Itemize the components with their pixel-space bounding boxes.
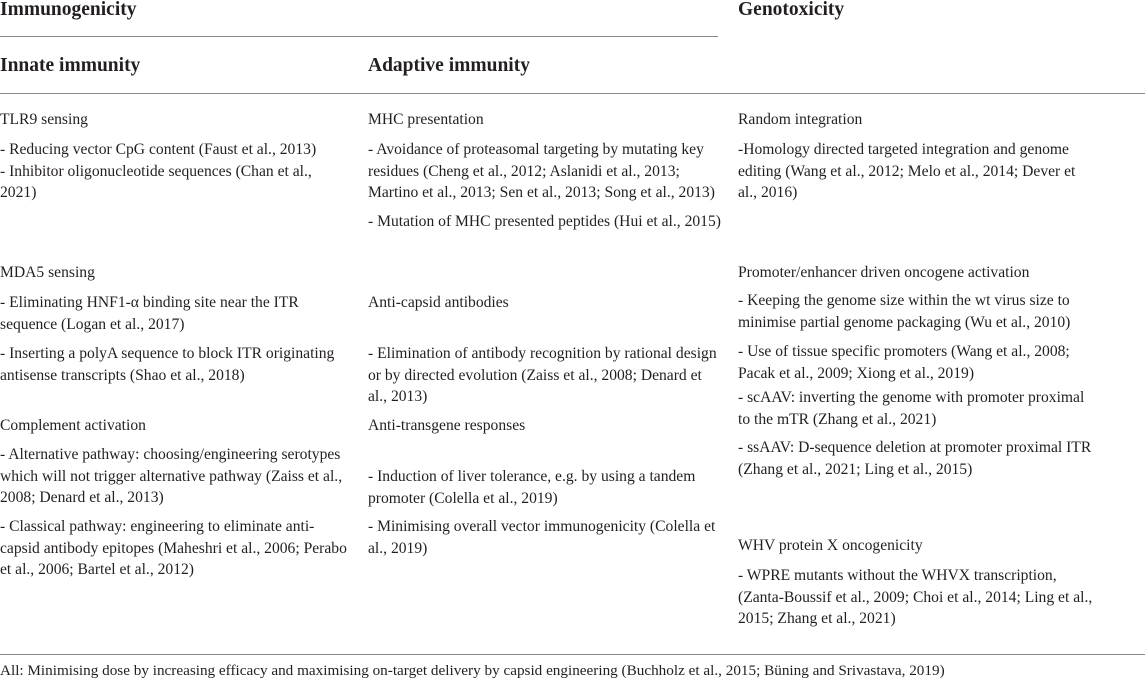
innate-heading-complement: Complement activation <box>0 417 146 434</box>
header-genotoxicity: Genotoxicity <box>738 0 845 20</box>
adaptive-heading-anti-capsid: Anti-capsid antibodies <box>368 294 509 311</box>
footer-rule <box>0 654 1145 655</box>
innate-heading-mda5: MDA5 sensing <box>0 264 95 281</box>
adaptive-item-immunogenicity: - Minimising overall vector immunogenicity (Colella et al., 2019) <box>368 518 716 557</box>
adaptive-item-liver-tolerance: - Induction of liver tolerance, e.g. by using a tandem promoter (Colella et al., 2019) <box>368 468 696 507</box>
innate-item-complement-alternative: - Alternative pathway: choosing/engineering serotypes which will not trigger alternative pathway (Zaiss et al., 2008; Denard et al., 2013) <box>0 446 343 506</box>
header-divider <box>0 36 718 37</box>
innate-item-tlr9: - Reducing vector CpG content (Faust et al., 2013) - Inhibitor oligonucleotide sequences (Chan et al., 2021) <box>0 141 317 201</box>
genotox-item-genome-size: - Keeping the genome size within the wt virus size to minimise partial genome packaging (Wu et al., 2010) <box>738 292 1071 331</box>
genotox-item-wpre-mutants: - WPRE mutants without the WHVX transcription, (Zanta-Boussif et al., 2009; Choi et al., 2014; Ling et al., 2015; Zhang et al., 2021) <box>738 567 1093 627</box>
adaptive-item-mhc-proteasomal: - Avoidance of proteasomal targeting by mutating key residues (Cheng et al., 2012; Aslanidi et al., 2013; Martino et al., 2013; Sen et al., 2013; Song et al., 2013) <box>368 141 715 201</box>
adaptive-item-anti-capsid: - Elimination of antibody recognition by rational design or by directed evolution (Zaiss et al., 2008; Denard et al., 2013) <box>368 345 717 405</box>
genotox-item-scaav: - scAAV: inverting the genome with promoter proximal to the mTR (Zhang et al., 2021) <box>738 389 1085 428</box>
genotox-heading-promoter-enhancer: Promoter/enhancer driven oncogene activation <box>738 264 1030 281</box>
genotox-item-homology-directed: -Homology directed targeted integration and genome editing (Wang et al., 2012; Melo et al., 2014; Dever et al., 2016) <box>738 141 1076 201</box>
innate-item-complement-classical: - Classical pathway: engineering to eliminate anti-capsid antibody epitopes (Maheshri et al., 2006; Perabo et al., 2006; Bartel et al., 2012) <box>0 518 347 578</box>
genotox-heading-whv-protein-x: WHV protein X oncogenicity <box>738 537 923 554</box>
innate-heading-tlr9: TLR9 sensing <box>0 111 88 128</box>
innate-item-mda5-polya: - Inserting a polyA sequence to block ITR originating antisense transcripts (Shao et al., 2018) <box>0 345 335 384</box>
innate-item-mda5-hnf1: - Eliminating HNF1-α binding site near the ITR sequence (Logan et al., 2017) <box>0 294 299 333</box>
header-bottom-rule <box>0 93 1145 94</box>
genotox-item-tissue-promoters: - Use of tissue specific promoters (Wang et al., 2008; Pacak et al., 2009; Xiong et al., 2019) <box>738 343 1070 382</box>
genotox-item-ssaav: - ssAAV: D-sequence deletion at promoter proximal ITR (Zhang et al., 2021; Ling et al., 2015) <box>738 439 1092 478</box>
header-adaptive-immunity: Adaptive immunity <box>368 55 530 76</box>
header-immunogenicity: Immunogenicity <box>0 0 137 20</box>
adaptive-item-mhc-peptides: - Mutation of MHC presented peptides (Hui et al., 2015) <box>368 213 721 230</box>
genotox-heading-random-integration: Random integration <box>738 111 863 128</box>
header-innate-immunity: Innate immunity <box>0 55 141 76</box>
table-footnote: All: Minimising dose by increasing efficacy and maximising on-target delivery by capsid engineering (Buchholz et al., 2015; Büning and Srivastava, 2019) <box>0 662 945 679</box>
adaptive-heading-anti-transgene: Anti-transgene responses <box>368 417 526 434</box>
adaptive-heading-mhc: MHC presentation <box>368 111 484 128</box>
